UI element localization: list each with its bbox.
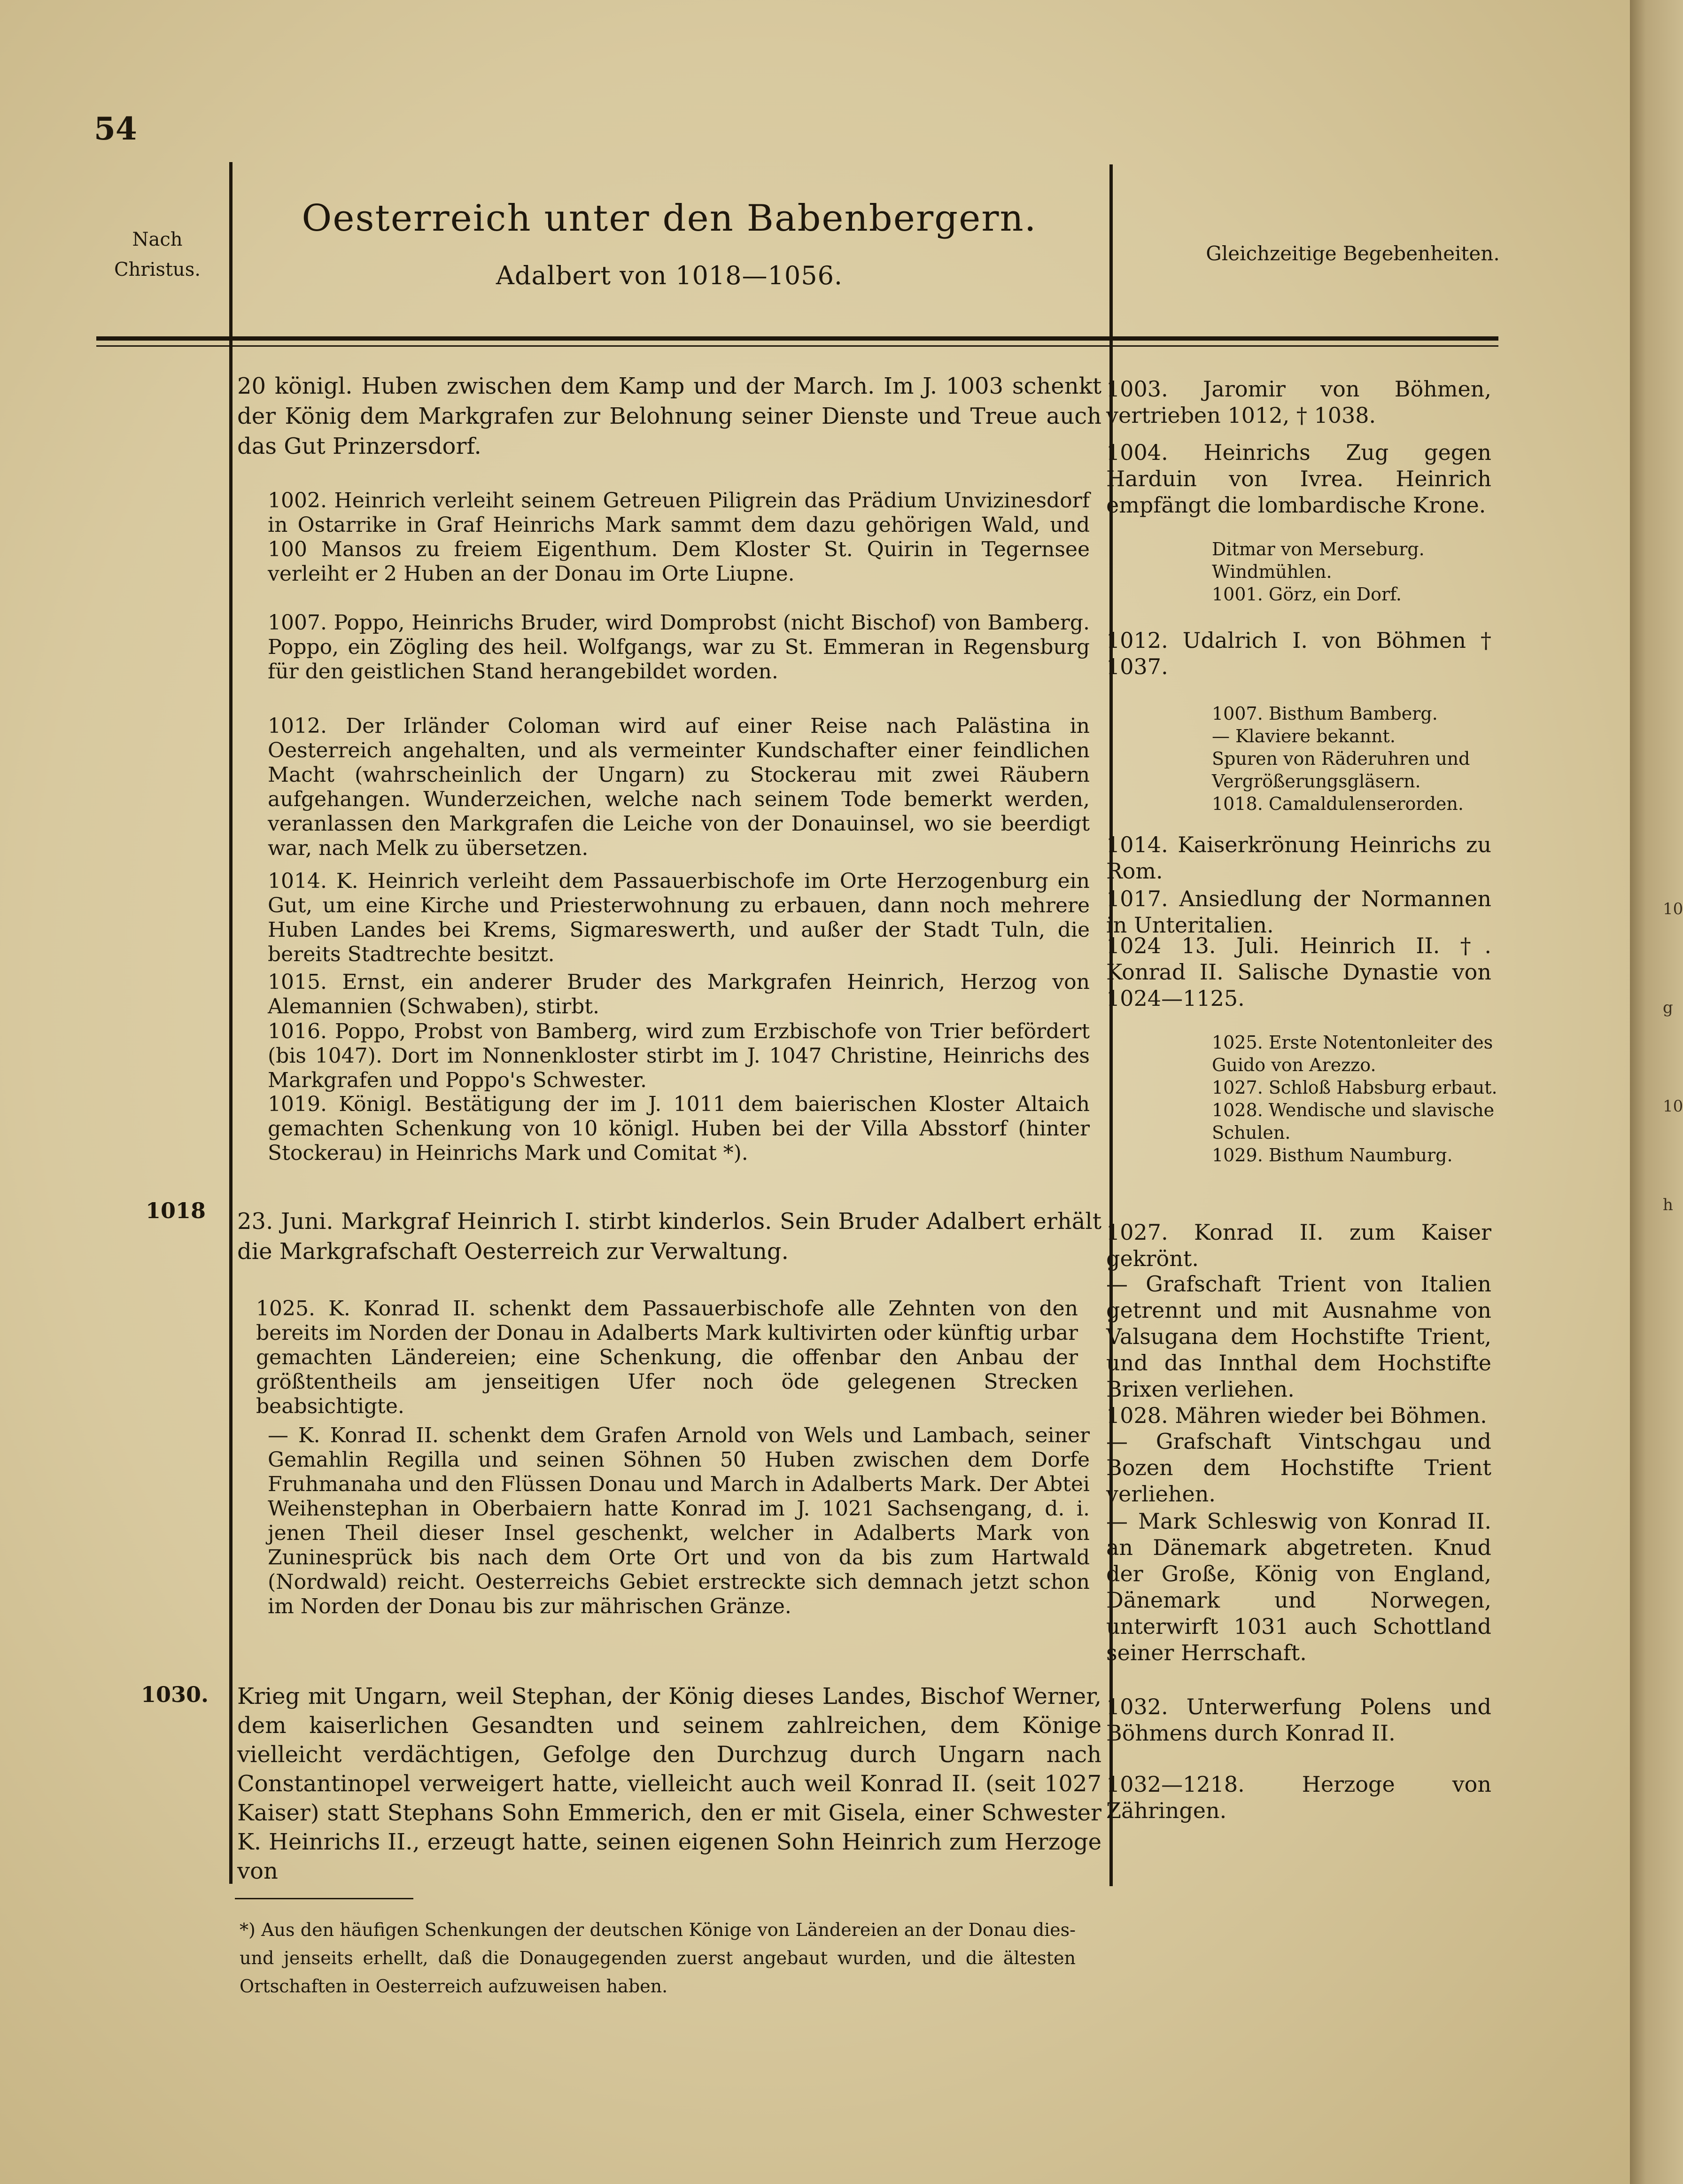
side-note-line: 1029. Bisthum Naumburg. xyxy=(1212,1145,1453,1166)
header-right-column: Gleichzeitige Begebenheiten. xyxy=(1206,242,1500,265)
entry-1025: 1025. K. Konrad II. schenkt dem Passauerbischofe alle Zehnten von den bereits im Norden der Donau in Adalberts Mark kultivirten oder künftig urbar gemachten Ländereien; eine Schenkung, die offenbar den Anbau der größtentheils am jenseitigen Ufer noch öde gelegenen Strecken beabsichtigte. xyxy=(256,1297,1078,1418)
side-1032-1218: 1032—1218. Herzoge von Zähringen. xyxy=(1106,1772,1491,1823)
side-note-line: 1028. Wendische und slavische Schulen. xyxy=(1212,1100,1495,1143)
page-subtitle: Adalbert von 1018—1056. xyxy=(496,261,843,290)
header-rule-thin xyxy=(96,345,1498,347)
side-note-line: 1007. Bisthum Bamberg. xyxy=(1212,703,1438,724)
side-note-line: 1001. Görz, ein Dorf. xyxy=(1212,584,1402,605)
main-intro: 20 königl. Huben zwischen dem Kamp und der March. Im J. 1003 schenkt der König dem Markgrafen zur Belohnung seiner Dienste und Treue auch das Gut Prinzersdorf. xyxy=(237,373,1101,459)
entry-1012: 1012. Der Irländer Coloman wird auf einer Reise nach Palästina in Oesterreich angehalten, und als vermeinter Kundschafter einer feindlichen Macht (wahrscheinlich der Ungarn) zu Stockerau mit zwei Räubern aufgehangen. Wunderzeichen, welche nach seinem Tode bemerkt werden, veranlassen den Markgrafen die Leiche von der Donauinsel, wo sie beerdigt war, nach Melk zu übersetzen. xyxy=(268,714,1090,860)
header-left-column xyxy=(101,225,214,285)
entry-1016: 1016. Poppo, Probst von Bamberg, wird zum Erzbischofe von Trier befördert (bis 1047). Dort im Nonnenkloster stirbt im J. 1047 Christine, Heinrichs des Markgrafen und Poppo's Schwester. xyxy=(268,1019,1090,1092)
side-note-group-2 xyxy=(1212,702,1503,815)
side-1004: 1004. Heinrichs Zug gegen Harduin von Ivrea. Heinrich empfängt die lombardische Krone. xyxy=(1106,440,1491,518)
side-1012: 1012. Udalrich I. von Böhmen † 1037. xyxy=(1106,628,1491,679)
side-note-line: Spuren von Räderuhren und Vergrößerungsgläsern. xyxy=(1212,748,1470,792)
entry-1002: 1002. Heinrich verleiht seinem Getreuen Piligrein das Prädium Unvizinesdorf in Ostarrike in Graf Heinrichs Mark sammt dem dazu gehörigen Wald, und 100 Mansos zu freiem Eigenthum. Dem Kloster St. Quirin in Tegernsee verleiht er 2 Huben an der Donau im Orte Liupne. xyxy=(268,489,1090,586)
header-left-line-2: Christus. xyxy=(114,259,201,280)
side-vintschgau: — Grafschaft Vintschgau und Bozen dem Hochstifte Trient verliehen. xyxy=(1106,1429,1491,1507)
side-note-group-3 xyxy=(1212,1031,1503,1166)
side-note-group-1 xyxy=(1212,538,1503,606)
entry-1007: 1007. Poppo, Heinrichs Bruder, wird Domprobst (nicht Bischof) von Bamberg. Poppo, ein Zögling des heil. Wolfgangs, war zu St. Emmeran in Regensburg für den geistlichen Stand herangebildet worden. xyxy=(268,611,1090,684)
side-1027: 1027. Konrad II. zum Kaiser gekrönt. xyxy=(1106,1220,1491,1271)
side-1032: 1032. Unterwerfung Polens und Böhmens durch Konrad II. xyxy=(1106,1694,1491,1746)
side-note-line: 1025. Erste Notentonleiter des Guido von Arezzo. xyxy=(1212,1032,1493,1075)
text-1018: 23. Juni. Markgraf Heinrich I. stirbt kinderlos. Sein Bruder Adalbert erhält die Markgrafschaft Oesterreich zur Verwaltung. xyxy=(237,1208,1101,1265)
entry-1015: 1015. Ernst, ein anderer Bruder des Markgrafen Heinrich, Herzog von Alemannien (Schwaben), stirbt. xyxy=(268,970,1090,1018)
side-1014: 1014. Kaiserkrönung Heinrichs zu Rom. xyxy=(1106,832,1491,884)
entry-1019: 1019. Königl. Bestätigung der im J. 1011 dem baierischen Kloster Altaich gemachten Schenkung von 10 königl. Huben bei der Villa Absstorf (hinter Stockerau) in Heinrichs Mark und Comitat *). xyxy=(268,1092,1090,1165)
side-note-line: Windmühlen. xyxy=(1212,561,1332,582)
header-left-line-1: Nach xyxy=(132,229,183,250)
margin-note: 10 xyxy=(1663,1097,1683,1116)
side-1017: 1017. Ansiedlung der Normannen in Unteritalien. xyxy=(1106,886,1491,938)
side-note-line: Ditmar von Merseburg. xyxy=(1212,539,1425,560)
entry-1025-konrad: — K. Konrad II. schenkt dem Grafen Arnold von Wels und Lambach, seiner Gemahlin Regilla und seinen Söhnen 50 Huben zwischen dem Dorfe Fruhmanaha und den Flüssen Donau und March in Adalberts Mark. Der Abtei Weihenstephan in Oberbaiern hatte Konrad im J. 1021 Sachsengang, d. i. jenen Theil dieser Insel geschenkt, welcher in Adalberts Mark von Zuninesprück bis nach dem Orte Ort und von da bis zum Hartwald (Nordwald) reicht. Oesterreichs Gebiet erstreckte sich demnach jetzt schon im Norden der Donau bis zur mährischen Gränze. xyxy=(268,1423,1090,1618)
left-column-rule xyxy=(229,162,233,1884)
side-note-line: 1027. Schloß Habsburg erbaut. xyxy=(1212,1077,1497,1098)
page-title: Oesterreich unter den Babenbergern. xyxy=(302,197,1037,240)
margin-note: h xyxy=(1663,1196,1673,1214)
text-1030: Krieg mit Ungarn, weil Stephan, der König dieses Landes, Bischof Werner, dem kaiserlichen Gesandten und seinem zahlreichen, dem Könige vielleicht verdächtigen, Gefolge den Durchzug durch Ungarn nach Constantinopel verweigert hatte, vielleicht auch weil Konrad II. (seit 1027 Kaiser) statt Stephans Sohn Emmerich, den er mit Gisela, einer Schwester K. Heinrichs II., erzeugt hatte, seinen eigenen Sohn Heinrich zum Herzoge von xyxy=(237,1683,1101,1884)
side-1028: 1028. Mähren wieder bei Böhmen. xyxy=(1106,1403,1487,1428)
year-1030: 1030. xyxy=(141,1682,209,1707)
footnote: *) Aus den häufigen Schenkungen der deutschen Könige von Ländereien an der Donau dies- und jenseits erhellt, daß die Donaugegenden zuerst angebaut wurden, und die ältesten Ortschaften in Oesterreich aufzuweisen haben. xyxy=(240,1920,1076,1997)
year-1018: 1018 xyxy=(146,1198,206,1223)
page-number: 54 xyxy=(94,110,137,147)
side-schleswig: — Mark Schleswig von Konrad II. an Dänemark abgetreten. Knud der Große, König von England, Dänemark und Norwegen, unterwirft 1031 auch Schottland seiner Herrschaft. xyxy=(1106,1508,1491,1665)
entry-1014: 1014. K. Heinrich verleiht dem Passauerbischofe im Orte Herzogenburg ein Gut, um eine Kirche und Priesterwohnung zu erbauen, dann noch mehrere Huben Landes bei Krems, Sigmareswerth, und außer der Stadt Tuln, die bereits Stadtrechte besitzt. xyxy=(268,869,1090,966)
margin-note: g xyxy=(1663,998,1673,1017)
margin-note: 10 xyxy=(1663,900,1683,918)
side-note-line: — Klaviere bekannt. xyxy=(1212,726,1396,746)
side-trient: — Grafschaft Trient von Italien getrennt und mit Ausnahme von Valsugana dem Hochstifte Trient, und das Innthal dem Hochstifte Brixen verliehen. xyxy=(1106,1271,1491,1402)
header-rule xyxy=(96,336,1498,341)
footnote-rule xyxy=(235,1898,413,1899)
side-note-line: 1018. Camaldulenserorden. xyxy=(1212,793,1464,814)
side-1003: 1003. Jaromir von Böhmen, vertrieben 1012, † 1038. xyxy=(1106,376,1491,428)
side-1024: 1024 13. Juli. Heinrich II. †. Konrad II. Salische Dynastie von 1024—1125. xyxy=(1106,933,1491,1011)
margin-notes xyxy=(1663,860,1683,1254)
